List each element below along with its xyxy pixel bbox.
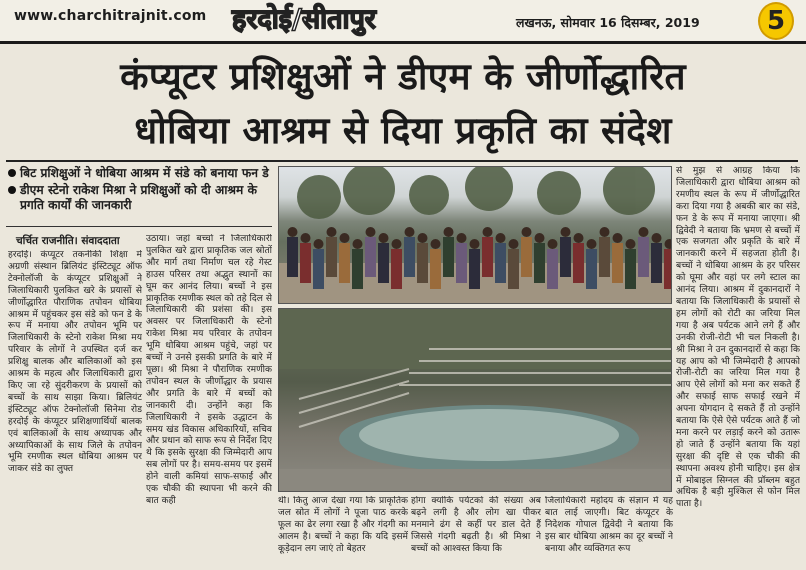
subhead-text: बिट प्रशिक्षुओं ने धोबिया आश्रम में संडे को बनाया फन डे	[20, 166, 269, 180]
subhead-text: डीएम स्टेनो राकेश मिश्रा ने प्रशिक्षुओं को दी आश्रम के प्रगति कार्यों की जानकारी	[20, 183, 257, 212]
byline: चर्चित राजनीति। संवाददाता	[16, 235, 120, 247]
subheads	[8, 166, 272, 215]
section-title: हरदोई/सीतापुर	[232, 4, 376, 35]
article-column-5: जिलाधिकारी महोदय के संज्ञान में यह बात लाई जाएगी। बिट कंप्यूटर के निदेशक गोपाल द्विवेदी ने बताया कि इस बार धोबिया आश्रम का दूर बच्चों ने बनाया और व्यक्तिगत रूप	[545, 496, 673, 554]
article-column-4: होगा क्योंकि पर्यटकों की संख्या अब बढ़ने लगी है और लोग खा पीकर मनमाने ढंग से कहीं पर डाल देते हैं जिससे गंदगी बढ़ती है। श्री मिश्रा ने बच्चों को आश्वस्त किया कि	[411, 496, 541, 554]
article-column-6: से मुझ से आग्रह किया कि जिलाधिकारी द्वारा धोबिया आश्रम को रमणीय स्थल के रूप में जीर्णोद्धारित करा दिया गया है अबकी बार का संडे, फन डे के रूप में मनाया जाएगा। श्री द्विवेदी ने बताया कि भ्रमण से बच्चों में एक सजगता और प्रकृति के बारे में जानकारी करने में सहजता होती है। बच्चों ने धोबिया आश्रम के हर परिसर को घूमा और वहां पर लगे स्टाल का आनंद लिया। आश्रम में दुकानदारों ने बताया कि जिलाधिकारी के प्रयासों से हम लोगों को रोटी का जरिया मिल गया है अब पर्यटक आने लगे हैं और उनकी रोजी-रोटी भी चल निकली है। श्री मिश्रा ने उन दुकानदारों से कहा कि यह आप को भी जिम्मेदारी है आपको रोजी-रोटी का जरिया मिल गया है आप ऐसे लोगों को मना कर सकते हैं और सफाई साफ सफाई रखने में अपना योगदान दे सकते हैं तो उन्होंने बताया कि ऐसे ऐसे पर्यटक आते हैं जो मना करने पर लड़ाई करने को उतारू हो जाते हैं उन्होंने बताया कि यहां सुरक्षा की दृष्टि से एक चौकी की स्थापना अवश्य होनी चाहिए। इस क्षेत्र में मोबाइल सिग्नल की प्रॉब्लम बहुत अधिक है बड़ी मुश्किल से फोन मिल पाता है।	[676, 166, 800, 510]
bullet-icon	[8, 186, 16, 194]
subhead-item	[8, 166, 272, 181]
headline-rule	[6, 160, 798, 162]
article-column-3: थी। किंतु आज देखा गया कि प्राकृतिक जल स्रोत में लोगों ने पूजा पाठ करके फूल का ढेर लगा रखा है और गंदगी का आलम है। बच्चों ने कहा कि यदि इसमें कूड़ेदान लग जाएं तो बेहतर	[278, 496, 408, 554]
headline-line-2: धोबिया आश्रम से दिया प्रकृति का संदेश	[134, 109, 672, 152]
page-number-badge: 5	[758, 2, 794, 40]
headline	[8, 50, 798, 158]
site-url[interactable]: www.charchitrajnit.com	[14, 8, 207, 24]
group-photo-illustration	[279, 167, 672, 304]
subhead-rule	[6, 226, 272, 227]
subhead-item	[8, 183, 272, 213]
ashram-pond-photo	[278, 308, 672, 492]
dateline: लखनऊ, सोमवार 16 दिसम्बर, 2019	[516, 15, 700, 30]
headline-line-1: कंप्यूटर प्रशिक्षुओं ने डीएम के जीर्णोद्धारित	[120, 55, 686, 98]
bullet-icon	[8, 169, 16, 177]
group-photo	[278, 166, 672, 304]
article-column-1: हरदोई। कंप्यूटर तकनीकी शिक्षा में अग्रणी संस्थान ब्रिलियंट इंस्टिट्यूट ऑफ टेक्नोलॉजी के कंप्यूटर प्रशिक्षुओं ने जिलाधिकारी पुलकित खरे के प्रयासों से जीर्णोद्धारित पौराणिक तपोवन धोबिया आश्रम में पहुंचकर इस संडे को फन डे के रूप में मनाया और तपोवन भूमि पर जिलाधिकारी के स्टेनो राकेश मिश्रा मय परिवार के लोगों ने उपस्थित दर्ज कर प्रशिक्षु बालक और बालिकाओं को इस आश्रम के महत्व और जिलाधिकारी द्वारा किए जा रहे सुंदरीकरण के प्रयासों को बच्चों के साथ साझा किया। ब्रिलियंट इंस्टिट्यूट ऑफ टेक्नोलॉजी सिनेमा रोड हरदोई के कंप्यूटर प्रशिक्षणार्थियों बालक एवं बालिकाओं के साथ अध्यापक और अध्यापिकाओं के साथ जिले के तपोवन भूमि रमणीक स्थल धोबिया आश्रम पर जाकर संडे का लुफ्त	[8, 250, 142, 475]
ashram-pond-illustration	[279, 309, 672, 492]
article-column-2: उठाया। जहां बच्चों ने जिलाधिकारी पुलकित खरे द्वारा प्राकृतिक जल स्रोतों और मार्ग तथा निर्माण चल रहे गेस्ट हाउस परिसर तथा अद्भुत स्थानों का घूम कर आनंद लिया। बच्चों ने इस प्राकृतिक रमणीक स्थल को तहे दिल से जिलाधिकारी की प्रशंसा की। इस अवसर पर जिलाधिकारी के स्टेनो राकेश मिश्रा मय परिवार के तपोवन भूमि धोबिया आश्रम पहुंचे, जहां पर बच्चों ने उनसे इसकी प्रगति के बारे में पूछा। श्री मिश्रा ने पौराणिक रमणीक तपोवन स्थल के जीर्णोद्धार के प्रयास और प्रगति के बारे में बच्चों को जानकारी दी। उन्होंने कहा कि जिलाधिकारी ने इसके उद्धाटन के समय खंड विकास अधिकारियों, सचिव और प्रधान को साफ रूप से निर्देश दिए थे कि इसके सुरक्षा की जिम्मेदारी आप सब लोगों पर है। समय-समय पर इसमें होने वाली कमियां साफ-सफाई और एक चौकी की स्थापना भी करने की बात कही	[146, 234, 272, 506]
